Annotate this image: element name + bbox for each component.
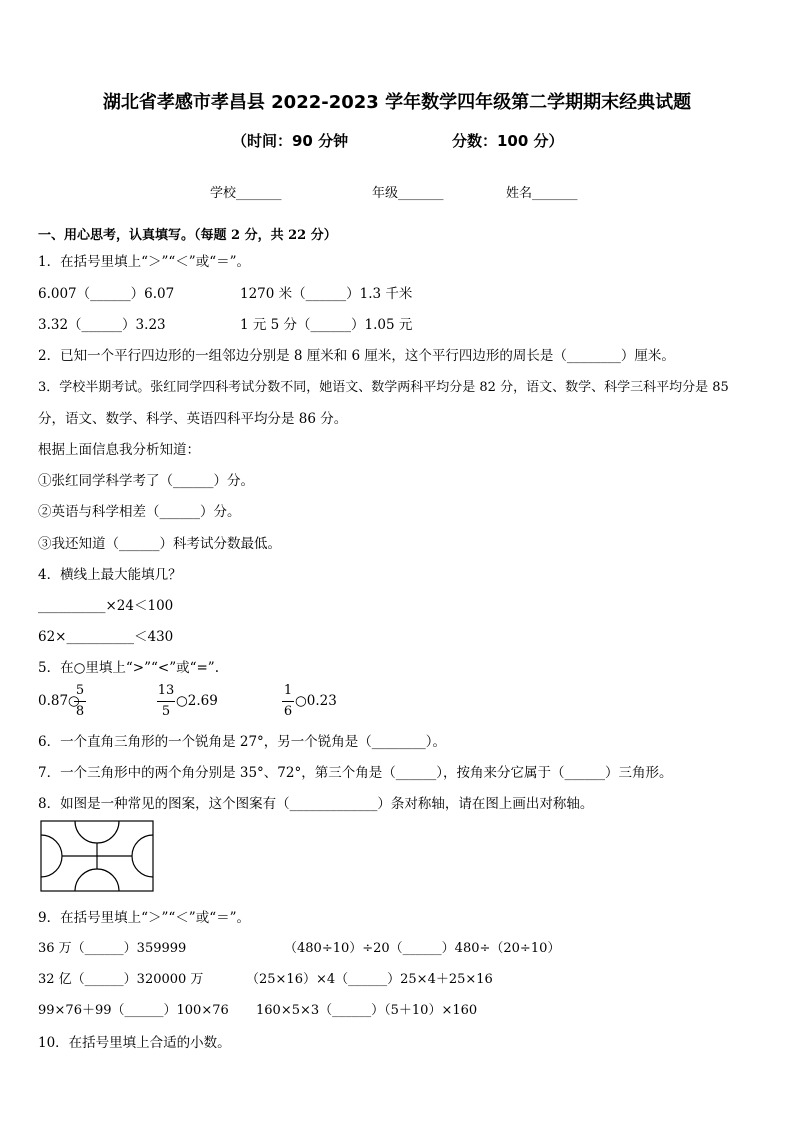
q9-f: 160×5×3（______）（5＋10）×160 (256, 1003, 478, 1018)
q5-a-fraction (74, 682, 86, 721)
q10: 10．在括号里填上合适的小数。 (38, 1035, 231, 1051)
q5-b-denominator: 5 (161, 704, 171, 719)
q5-c-suffix: ○0.23 (295, 693, 337, 709)
q5-c-denominator: 6 (283, 704, 293, 719)
figure-bottom-arc (75, 869, 119, 891)
q8: 8．如图是一种常见的图案，这个图案有（_____________）条对称轴，请在图上画出对称轴。 (38, 796, 594, 812)
exam-time: （时间：90 分钟 (232, 132, 349, 150)
q5-a-numerator: 5 (75, 683, 85, 698)
q9-a: 36 万（______）359999 (38, 941, 187, 956)
figure-right-arc (132, 835, 153, 877)
grade-field: 年级_______ (372, 186, 444, 201)
q1-b: 1270 米（______）1.3 千米 (240, 286, 413, 302)
fraction-bar (157, 701, 175, 702)
q5-c-fraction (282, 682, 294, 721)
q5-c-numerator: 1 (283, 683, 293, 698)
q3-line3: 根据上面信息我分析知道： (38, 442, 200, 458)
q3-sub1: ①张红同学科学考了（______）分。 (38, 473, 254, 489)
q4-a: __________×24＜100 (38, 598, 174, 614)
exam-title: 湖北省孝感市孝昌县 2022-2023 学年数学四年级第二学期期末经典试题 (102, 92, 692, 113)
q7: 7．一个三角形中的两个角分别是 35°、72°，第三个角是（______），按角来分它属于（______）三角形。 (38, 765, 673, 781)
q4-stem: 4．横线上最大能填几？ (38, 567, 182, 583)
exam-score: 分数：100 分） (452, 132, 564, 150)
q9-d: （25×16）×4（______）25×4＋25×16 (246, 972, 493, 987)
q2: 2．已知一个平行四边形的一组邻边分别是 8 厘米和 6 厘米，这个平行四边形的周长是（________）厘米。 (38, 348, 675, 364)
q9-b: （480÷10）÷20（______）480÷（20÷10） (284, 941, 561, 956)
q5-a-denominator: 8 (75, 704, 85, 719)
q9-e: 99×76＋99（______）100×76 (38, 1003, 229, 1018)
school-field: 学校_______ (210, 186, 282, 201)
q3-line1: 3．学校半期考试。张红同学四科考试分数不同，她语文、数学两科平均分是 82 分，语文、数学、科学三科平均分是 85 (38, 380, 729, 395)
figure-left-arc (41, 835, 62, 877)
q1-stem: 1．在括号里填上“＞”“＜”或“＝”。 (38, 254, 250, 270)
q1-d: 1 元 5 分（______）1.05 元 (240, 317, 413, 333)
fraction-bar (282, 701, 294, 702)
q9-c: 32 亿（______）320000 万 (38, 972, 204, 987)
figure-top-arc (75, 821, 119, 843)
q3-sub3: ③我还知道（______）科考试分数最低。 (38, 536, 281, 552)
q5-a-prefix: 0.87○ (38, 693, 80, 709)
q6: 6．一个直角三角形的一个锐角是 27°，另一个锐角是（________）。 (38, 734, 447, 750)
q4-b: 62×__________＜430 (38, 629, 174, 645)
q5-b-fraction (157, 682, 175, 721)
name-field: 姓名_______ (506, 186, 578, 201)
q5-stem: 5．在○里填上“>”“<”或“=”. (38, 660, 220, 676)
q5-b-numerator: 13 (157, 683, 175, 698)
section-1-heading: 一、用心思考，认真填写。（每题 2 分，共 22 分） (38, 228, 337, 243)
q3-line2: 分，语文、数学、科学、英语四科平均分是 86 分。 (38, 411, 348, 427)
q1-a: 6.007（______）6.07 (38, 286, 175, 302)
q5-b-suffix: ○2.69 (176, 693, 218, 709)
symmetry-pattern-figure (40, 820, 154, 892)
q9-stem: 9．在括号里填上“＞”“＜”或“＝”。 (38, 910, 250, 926)
q3-sub2: ②英语与科学相差（______）分。 (38, 504, 241, 520)
q1-c: 3.32（______）3.23 (38, 317, 166, 333)
fraction-bar (74, 701, 86, 702)
